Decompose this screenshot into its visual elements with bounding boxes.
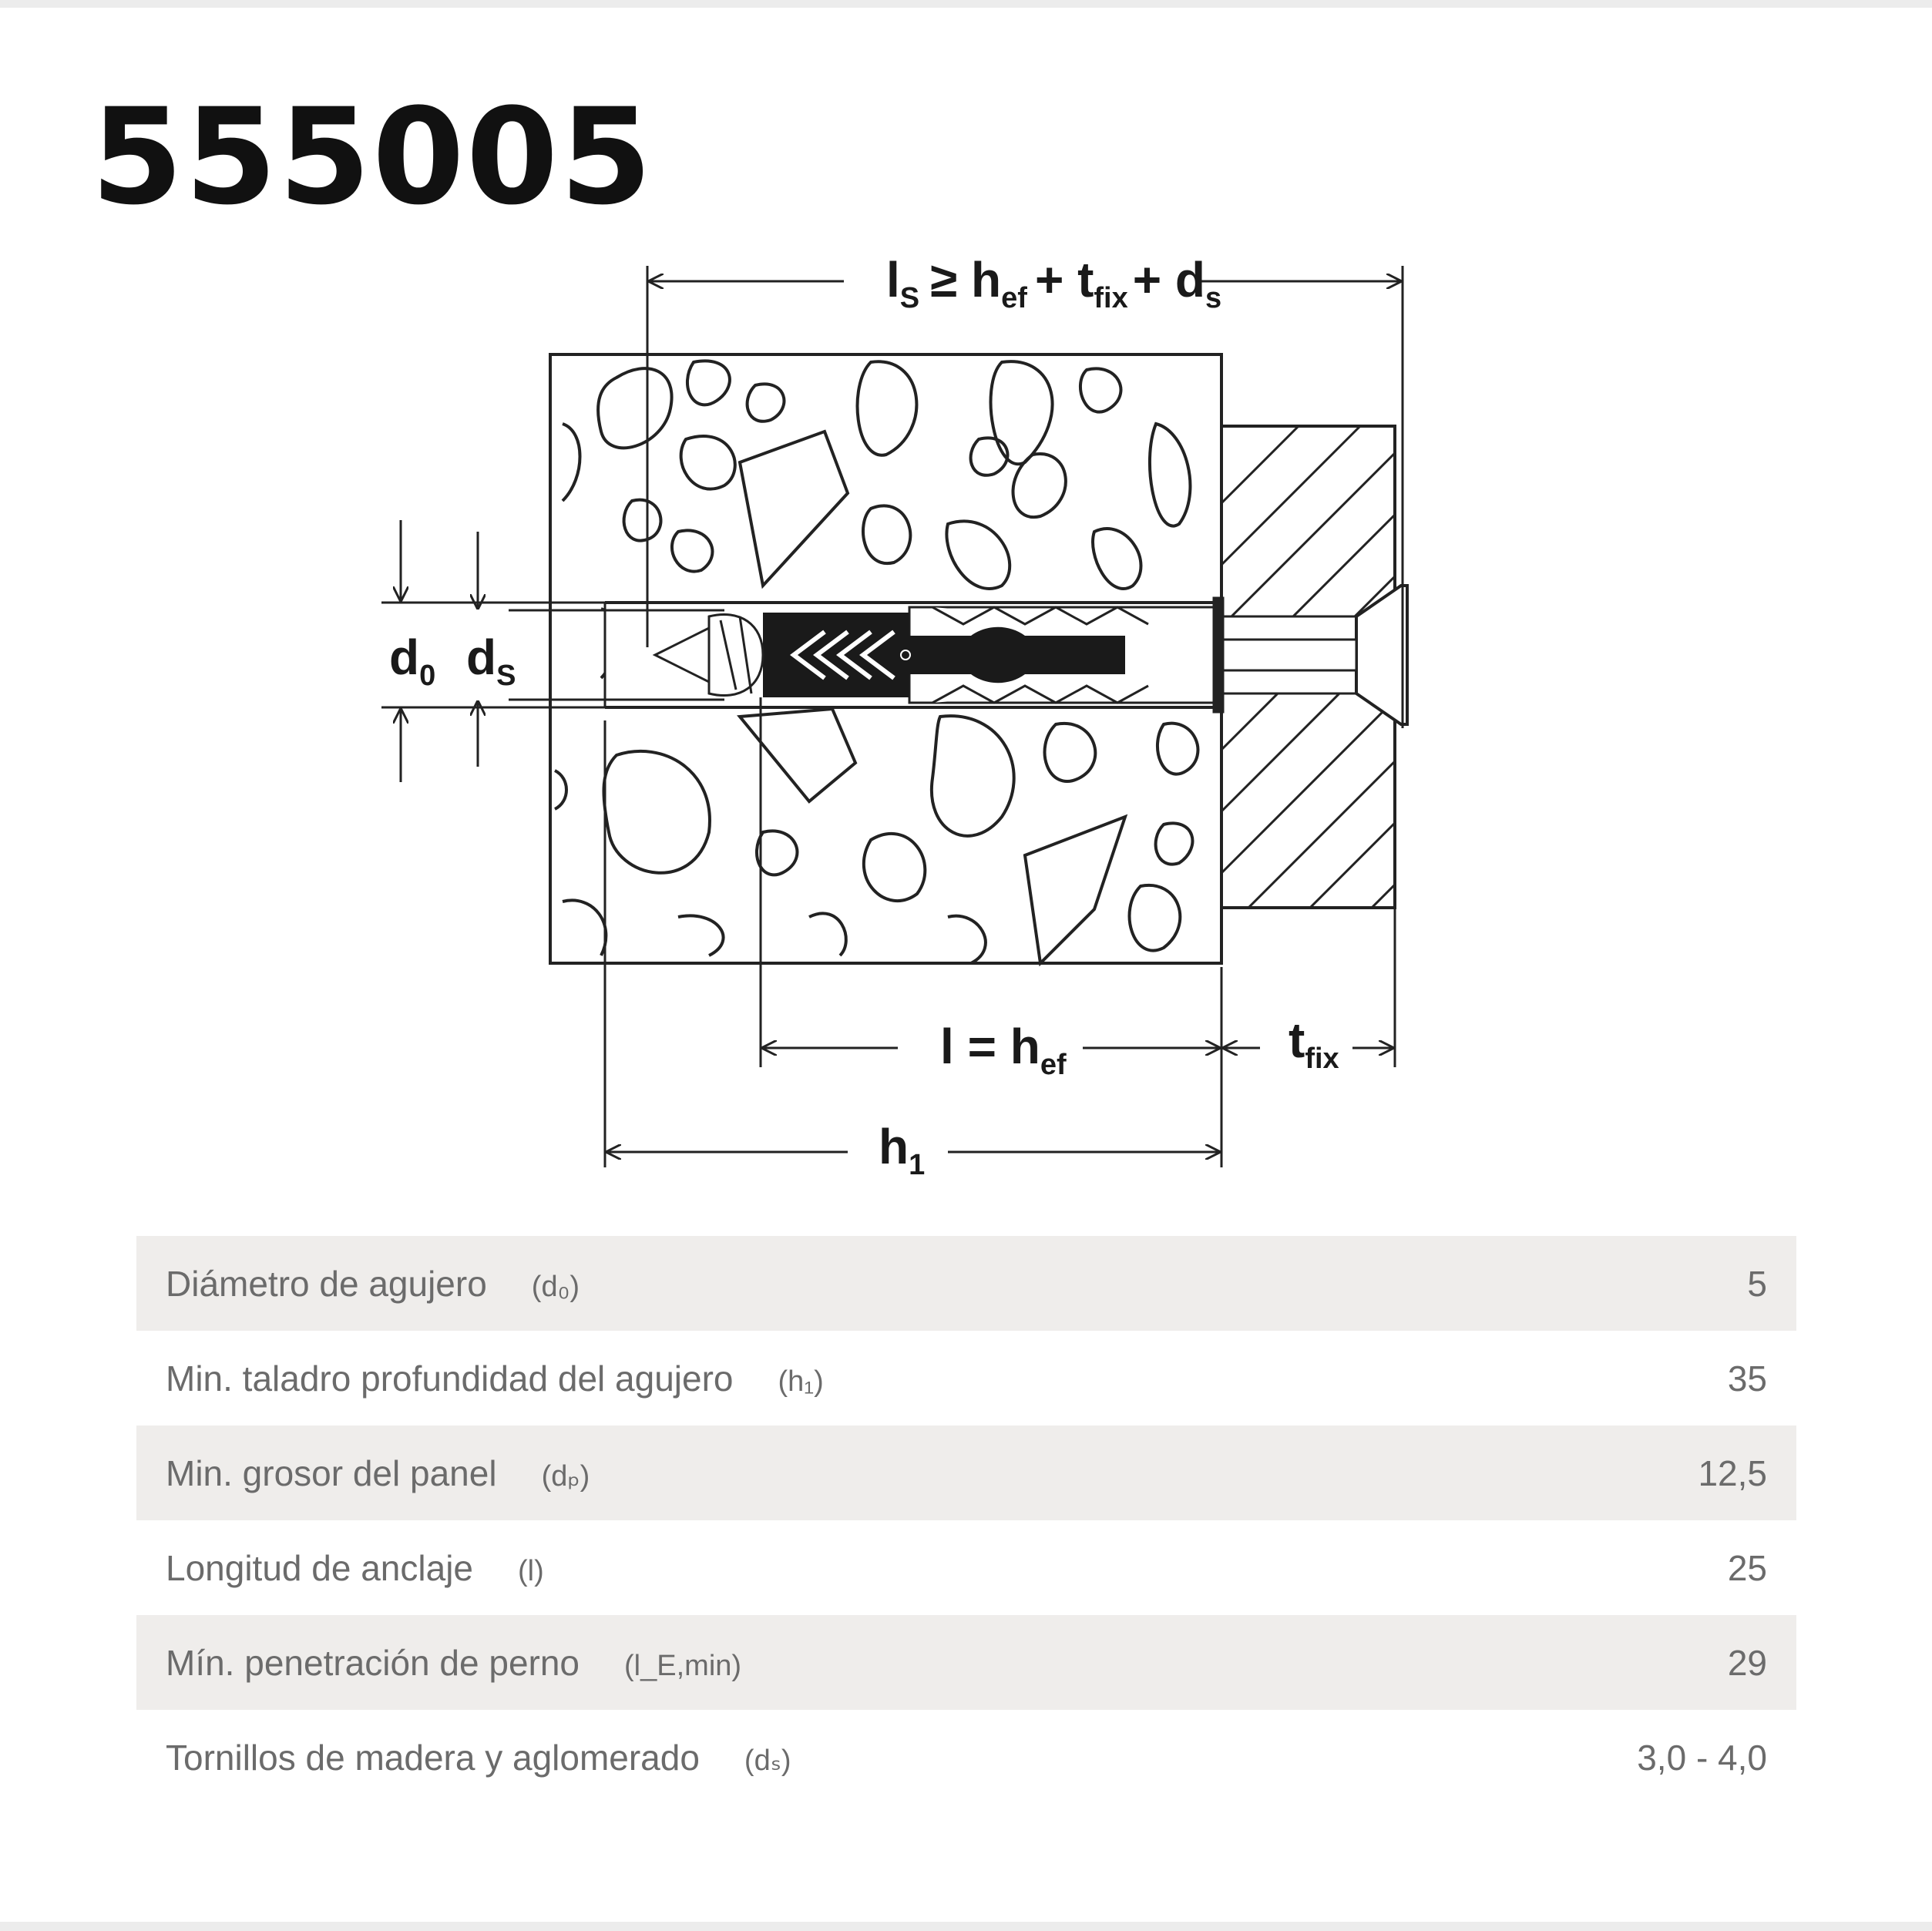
spec-symbol: (dₚ) [541, 1459, 590, 1493]
label-ls-formula: $l_S \ge h_{ef} + t_{fix}+ d_s$ [886, 252, 1222, 314]
spec-label: Longitud de anclaje [166, 1547, 473, 1588]
spec-symbol: (dₛ) [744, 1744, 791, 1777]
label-d0: $d_0$ [389, 630, 436, 692]
spec-value: 3,0 - 4,0 [1637, 1737, 1767, 1778]
spec-table [136, 1236, 1796, 1805]
spec-value: 5 [1747, 1263, 1767, 1304]
spec-label: Min. grosor del panel [166, 1452, 497, 1493]
spec-row [136, 1331, 1796, 1426]
label-l-hef: $l = h_{ef}$ [940, 1019, 1067, 1081]
spec-label: Mín. penetración de perno [166, 1642, 580, 1683]
spec-value: 25 [1727, 1547, 1767, 1588]
spec-label: Tornillos de madera y aglomerado [166, 1737, 700, 1778]
spec-symbol: (d₀) [531, 1270, 580, 1303]
spec-symbol: (l_E,min) [624, 1649, 742, 1682]
spec-value: 29 [1727, 1642, 1767, 1683]
spec-row [136, 1615, 1796, 1710]
spec-symbol: (l) [518, 1554, 544, 1587]
bottom-band [0, 1922, 1932, 1931]
label-tfix: $t_{fix}$ [1289, 1013, 1339, 1075]
product-code: 555005 [91, 79, 654, 234]
label-ds: $d_S$ [466, 630, 516, 692]
spec-row [136, 1236, 1796, 1331]
spec-label: Min. taladro profundidad del agujero [166, 1358, 734, 1399]
spec-row [136, 1520, 1796, 1615]
spec-row [136, 1426, 1796, 1520]
spec-symbol: (h₁) [778, 1365, 824, 1398]
spec-label: Diámetro de agujero [166, 1263, 487, 1304]
spec-row [136, 1710, 1796, 1805]
spec-value: 12,5 [1698, 1452, 1767, 1493]
spec-value: 35 [1727, 1358, 1767, 1399]
label-h1: $h_1$ [879, 1119, 926, 1181]
